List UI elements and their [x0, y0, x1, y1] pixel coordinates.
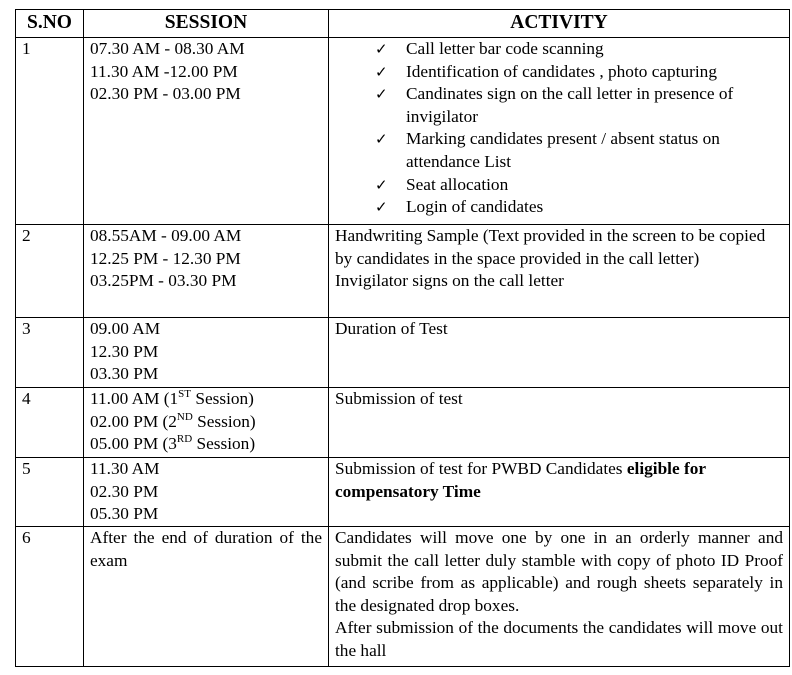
- activity-cell: [329, 38, 790, 225]
- session-time: 02.00 PM (2ND Session): [90, 410, 256, 431]
- checklist-item: [375, 196, 783, 219]
- activity-cell: Submission of test: [329, 388, 790, 458]
- checklist-item: [375, 61, 783, 84]
- header-sno: S.NO: [16, 10, 84, 38]
- session-cell: [84, 225, 329, 318]
- checklist-item: [375, 174, 783, 197]
- row-number: 5: [16, 458, 84, 527]
- table-row: [16, 225, 790, 318]
- row-number: 4: [16, 388, 84, 458]
- activity-checklist: [335, 38, 783, 219]
- table-row: [16, 527, 790, 667]
- activity-text: After submission of the documents the candidates will move out the hall: [335, 618, 783, 660]
- activity-cell: [329, 458, 790, 527]
- check-mark-icon: ✓: [375, 130, 388, 149]
- session-time: 03.30 PM: [90, 364, 159, 384]
- session-time: 11.30 AM: [90, 459, 160, 478]
- session-cell: [84, 458, 329, 527]
- activity-emphasis: eligible for compensatory Time: [335, 459, 706, 501]
- session-cell: [84, 388, 329, 458]
- row-number: 3: [16, 318, 84, 388]
- checklist-item: [375, 83, 783, 128]
- header-session: SESSION: [84, 10, 329, 38]
- activity-cell: [329, 225, 790, 318]
- check-mark-icon: ✓: [375, 198, 388, 217]
- table-row: [16, 38, 790, 225]
- session-time: 05.30 PM: [90, 504, 159, 524]
- checklist-text: Call letter bar code scanning: [406, 39, 604, 58]
- check-mark-icon: ✓: [375, 40, 388, 58]
- session-time: 03.25PM - 03.30 PM: [90, 271, 237, 291]
- check-mark-icon: ✓: [375, 62, 388, 81]
- schedule-table: [15, 9, 790, 667]
- table-row: [16, 458, 790, 527]
- checklist-item: [375, 38, 783, 61]
- session-time: 12.30 PM: [90, 341, 159, 361]
- activity-cell: Duration of Test: [329, 318, 790, 388]
- header-row: [16, 10, 790, 38]
- session-time: 12.25 PM - 12.30 PM: [90, 248, 241, 268]
- table-row: [16, 318, 790, 388]
- checklist-text: Identification of candidates , photo capturing: [406, 61, 717, 81]
- checklist-text: Login of candidates: [406, 197, 544, 217]
- checklist-text: Candinates sign on the call letter in presence of invigilator: [406, 84, 734, 126]
- session-time: 08.55AM - 09.00 AM: [90, 226, 242, 245]
- activity-text: Candidates will move one by one in an orderly manner and submit the call letter duly stamble with copy of photo ID Proof (and scribe from as applicable) and rough sheets separately in the designated drop boxes.: [335, 528, 783, 615]
- header-activity: ACTIVITY: [329, 10, 790, 38]
- activity-cell: [329, 527, 790, 667]
- session-cell: [84, 318, 329, 388]
- row-number: 1: [16, 38, 84, 225]
- check-mark-icon: ✓: [375, 85, 388, 104]
- session-time: 09.00 AM: [90, 319, 161, 338]
- activity-text: Handwriting Sample (Text provided in the screen to be copied by candidates in the space provided in the call letter): [335, 226, 766, 268]
- session-time: 02.30 PM: [90, 481, 159, 501]
- session-time: 11.30 AM -12.00 PM: [90, 61, 238, 81]
- session-time: 05.00 PM (3RD Session): [90, 433, 256, 454]
- checklist-text: Seat allocation: [406, 174, 509, 194]
- session-cell: After the end of duration of the exam: [84, 527, 329, 667]
- activity-text: Submission of test for PWBD Candidates: [335, 459, 627, 478]
- session-time: 11.00 AM (1ST Session): [90, 388, 254, 408]
- row-number: 2: [16, 225, 84, 318]
- session-time: 07.30 AM - 08.30 AM: [90, 39, 245, 58]
- session-cell: [84, 38, 329, 225]
- checklist-text: Marking candidates present / absent status on attendance List: [406, 129, 720, 171]
- checklist-item: [375, 128, 783, 173]
- session-time: 02.30 PM - 03.00 PM: [90, 84, 241, 104]
- check-mark-icon: ✓: [375, 175, 388, 194]
- table-row: [16, 388, 790, 458]
- row-number: 6: [16, 527, 84, 667]
- activity-text: Invigilator signs on the call letter: [335, 271, 564, 291]
